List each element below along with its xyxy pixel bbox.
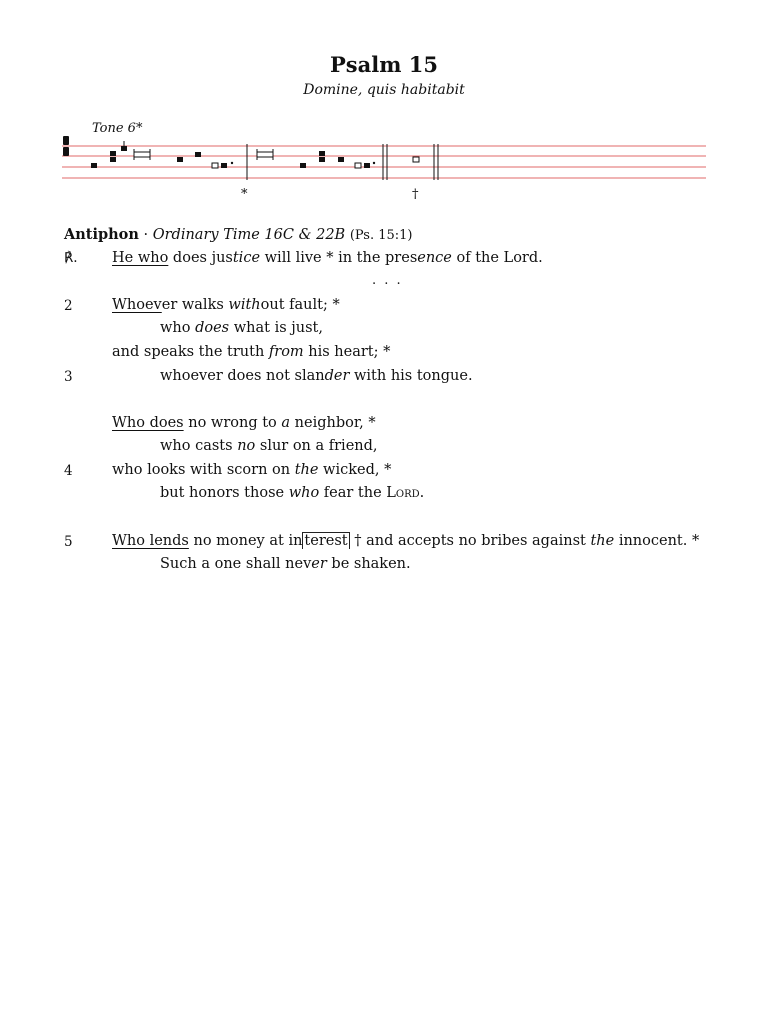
verse-line: whoever does not slander with his tongue. [160,368,473,384]
note [110,151,116,156]
verse-number: 3 [64,369,73,385]
verse-line: Who lends no money at in terest † and accepts no bribes against the innocent. * [112,533,700,549]
note [338,157,344,162]
mediant-mark: * [241,187,248,202]
dot [231,162,233,164]
antiphon-text: He who does justice will live * in the presence of the Lord. [112,250,543,266]
verse-number: 2 [64,298,73,314]
antiphon-separator: · [138,227,153,243]
antiphon-occasion: Ordinary Time 16C & 22B [152,227,346,243]
verse-line: but honors those who fear the Lord. [160,485,425,501]
note [319,151,325,156]
verse-line: and speaks the truth from his heart; * [112,344,391,360]
psalm-title: Psalm 15 [330,52,438,77]
note [110,157,116,162]
verse-line: who does what is just, [160,320,323,336]
note [413,157,419,162]
chant-staff [62,132,706,192]
note [121,146,127,151]
note [319,157,325,162]
note [300,163,306,168]
note [364,163,370,168]
antiphon-label: Antiphon [64,226,139,243]
ellipsis: . . . [372,273,403,288]
recitation-note [257,149,273,160]
verse-line: Who does no wrong to a neighbor, * [112,415,376,431]
recitation-note [134,149,150,160]
flex-mark: † [412,187,419,202]
response-symbol: ℟. [64,250,78,266]
verse-number: 4 [64,463,73,479]
psalm-subtitle: Domine, quis habitabit [303,82,465,98]
note [177,157,183,162]
note [195,152,201,157]
antiphon-reference: (Ps. 15:1) [349,228,413,243]
note [212,163,218,168]
note [91,163,97,168]
antiphon-heading [64,226,413,243]
verse-line: who casts no slur on a friend, [160,438,378,454]
staff-lines [62,146,706,178]
tone-label: Tone 6* [92,121,143,136]
verse-line: who looks with scorn on the wicked, * [112,462,392,478]
verse-line: Whoever walks without fault; * [112,297,340,313]
verse-line: Such a one shall never be shaken. [160,556,411,572]
note [221,163,227,168]
dot [373,162,375,164]
verse-number: 5 [64,534,73,550]
note [355,163,361,168]
